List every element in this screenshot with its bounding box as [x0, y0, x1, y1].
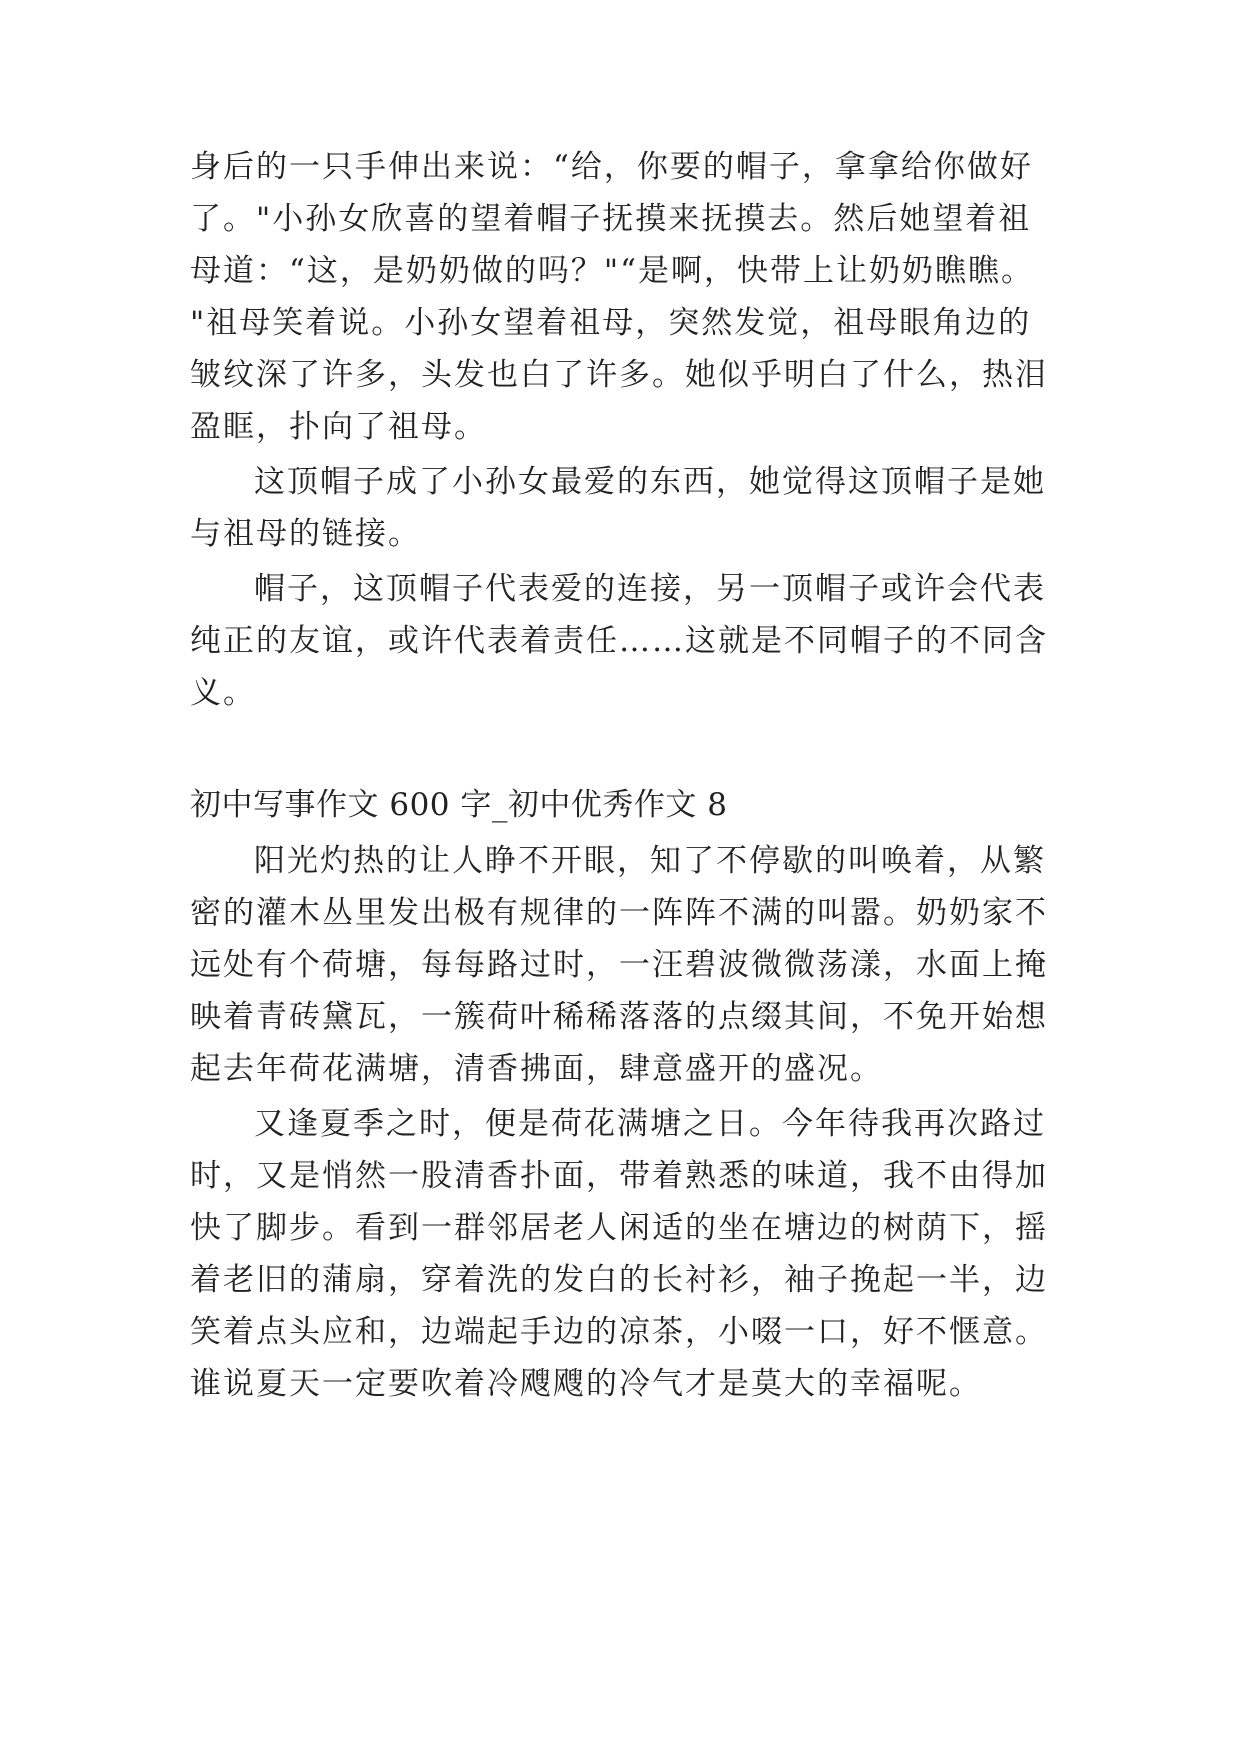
- paragraph-line: 密的灌木丛里发出极有规律的一阵阵不满的叫嚣。奶奶家不: [190, 895, 1048, 931]
- paragraph-line: 皱纹深了许多，头发也白了许多。她似乎明白了什么，热泪: [190, 357, 1048, 393]
- section-title: 初中写事作文 600 字_初中优秀作文 8: [190, 787, 728, 823]
- paragraph-line: 了。"小孙女欣喜的望着帽子抚摸来抚摸去。然后她望着祖: [190, 201, 1032, 237]
- paragraph-line: 远处有个荷塘，每每路过时，一汪碧波微微荡漾，水面上掩: [190, 947, 1048, 983]
- paragraph-line: 母道：“这，是奶奶做的吗？"“是啊，快带上让奶奶瞧瞧。: [190, 253, 1034, 289]
- paragraph-line: 起去年荷花满塘，清香拂面，肆意盛开的盛况。: [190, 1051, 883, 1087]
- paragraph-line: 义。: [190, 675, 256, 711]
- paragraph-line: 盈眶，扑向了祖母。: [190, 409, 487, 445]
- paragraph-line: 阳光灼热的让人睁不开眼，知了不停歇的叫唤着，从繁: [254, 843, 1046, 879]
- paragraph-line: 这顶帽子成了小孙女最爱的东西，她觉得这顶帽子是她: [254, 464, 1046, 500]
- paragraph-line: 着老旧的蒲扇，穿着洗的发白的长衬衫，袖子挽起一半，边: [190, 1262, 1048, 1298]
- paragraph-line: 又逢夏季之时，便是荷花满塘之日。今年待我再次路过: [254, 1106, 1046, 1142]
- paragraph-line: 时，又是悄然一股清香扑面，带着熟悉的味道，我不由得加: [190, 1158, 1048, 1194]
- paragraph-line: 映着青砖黛瓦，一簇荷叶稀稀落落的点缀其间，不免开始想: [190, 999, 1048, 1035]
- paragraph-line: 与祖母的链接。: [190, 516, 421, 552]
- paragraph-line: 快了脚步。看到一群邻居老人闲适的坐在塘边的树荫下，摇: [190, 1210, 1048, 1246]
- paragraph-line: 笑着点头应和，边端起手边的凉茶，小啜一口，好不惬意。: [190, 1314, 1048, 1350]
- paragraph-line: 帽子，这顶帽子代表爱的连接，另一顶帽子或许会代表: [254, 571, 1046, 607]
- paragraph-line: "祖母笑着说。小孙女望着祖母，突然发觉，祖母眼角边的: [190, 305, 1032, 341]
- paragraph-line: 身后的一只手伸出来说：“给，你要的帽子，拿拿给你做好: [190, 149, 1033, 185]
- paragraph-line: 谁说夏天一定要吹着冷飕飕的冷气才是莫大的幸福呢。: [190, 1366, 982, 1402]
- paragraph-line: 纯正的友谊，或许代表着责任……这就是不同帽子的不同含: [190, 623, 1048, 659]
